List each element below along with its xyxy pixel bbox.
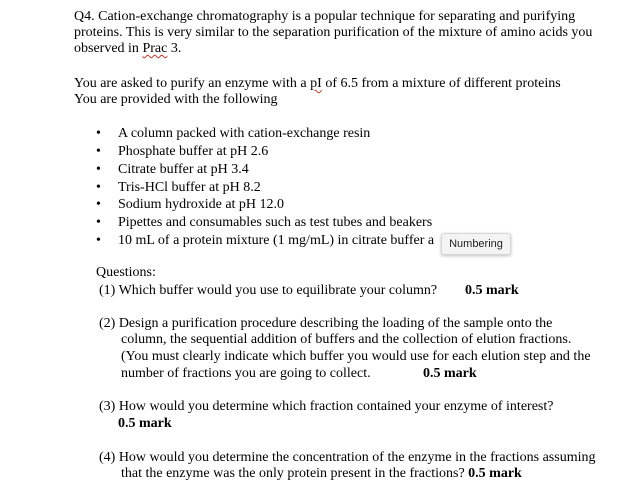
question-4-line-1: (4) How would you determine the concentration of the enzyme in the fractions assuming (99, 450, 596, 465)
question-3-line-1: (3) How would you determine which fraction contained your enzyme of interest? (99, 399, 554, 414)
question-4-line-2-text: that the enzyme was the only protein present in the fractions? (121, 466, 465, 481)
bullet-dot: • (96, 144, 101, 159)
bullet-dot: • (96, 197, 101, 212)
questions-heading: Questions: (96, 265, 156, 280)
intro-line-3-post: 3. (167, 41, 182, 56)
intro-line-3-pre: observed in (74, 41, 143, 56)
spellcheck-word-pi[interactable]: pI (310, 76, 322, 91)
bullet-dot: • (96, 215, 101, 230)
question-2-line-4 (121, 366, 477, 382)
list-item: A column packed with cation-exchange resin (118, 126, 371, 141)
task-line-2: You are provided with the following (74, 92, 278, 107)
bullet-dot: • (96, 126, 101, 141)
question-2-line-1: (2) Design a purification procedure describing the loading of the sample onto the (99, 316, 553, 331)
question-4-line-2 (121, 466, 522, 482)
bullet-dot: • (96, 180, 101, 195)
question-2-mark: 0.5 mark (423, 366, 477, 381)
list-item: Phosphate buffer at pH 2.6 (118, 144, 269, 159)
list-item: Sodium hydroxide at pH 12.0 (118, 197, 285, 212)
question-2-line-2: column, the sequential addition of buffers and the collection of elution fractions. (121, 332, 572, 347)
question-3-mark: 0.5 mark (118, 416, 172, 431)
spellcheck-word-prac[interactable]: Prac (142, 41, 168, 56)
intro-line-1: Q4. Cation-exchange chromatography is a popular technique for separating and purifying (74, 9, 576, 24)
question-1 (99, 283, 519, 299)
intro-line-3 (74, 41, 181, 57)
question-1-text: (1) Which buffer would you use to equilibrate your column? (99, 283, 438, 298)
list-item: Tris-HCl buffer at pH 8.2 (118, 180, 261, 195)
list-item: 10 mL of a protein mixture (1 mg/mL) in citrate buffer a (118, 233, 435, 248)
list-item: Pipettes and consumables such as test tubes and beakers (118, 215, 433, 230)
question-1-mark: 0.5 mark (465, 283, 519, 298)
question-2-line-4-text: number of fractions you are going to collect. (121, 366, 371, 381)
task-line-1 (74, 76, 561, 92)
intro-line-2: proteins. This is very similar to the separation purification of the mixture of amino acids you (74, 25, 593, 40)
task-line-1-pre: You are asked to purify an enzyme with a (74, 76, 311, 91)
task-line-1-post: of 6.5 from a mixture of different proteins (321, 76, 561, 91)
bullet-dot: • (96, 233, 101, 248)
bullet-dot: • (96, 162, 101, 177)
list-item: Citrate buffer at pH 3.4 (118, 162, 249, 177)
numbering-tooltip[interactable]: Numbering (441, 233, 511, 255)
question-2-line-3: (You must clearly indicate which buffer you would use for each elution step and the (121, 349, 591, 364)
question-4-mark: 0.5 mark (468, 466, 522, 481)
